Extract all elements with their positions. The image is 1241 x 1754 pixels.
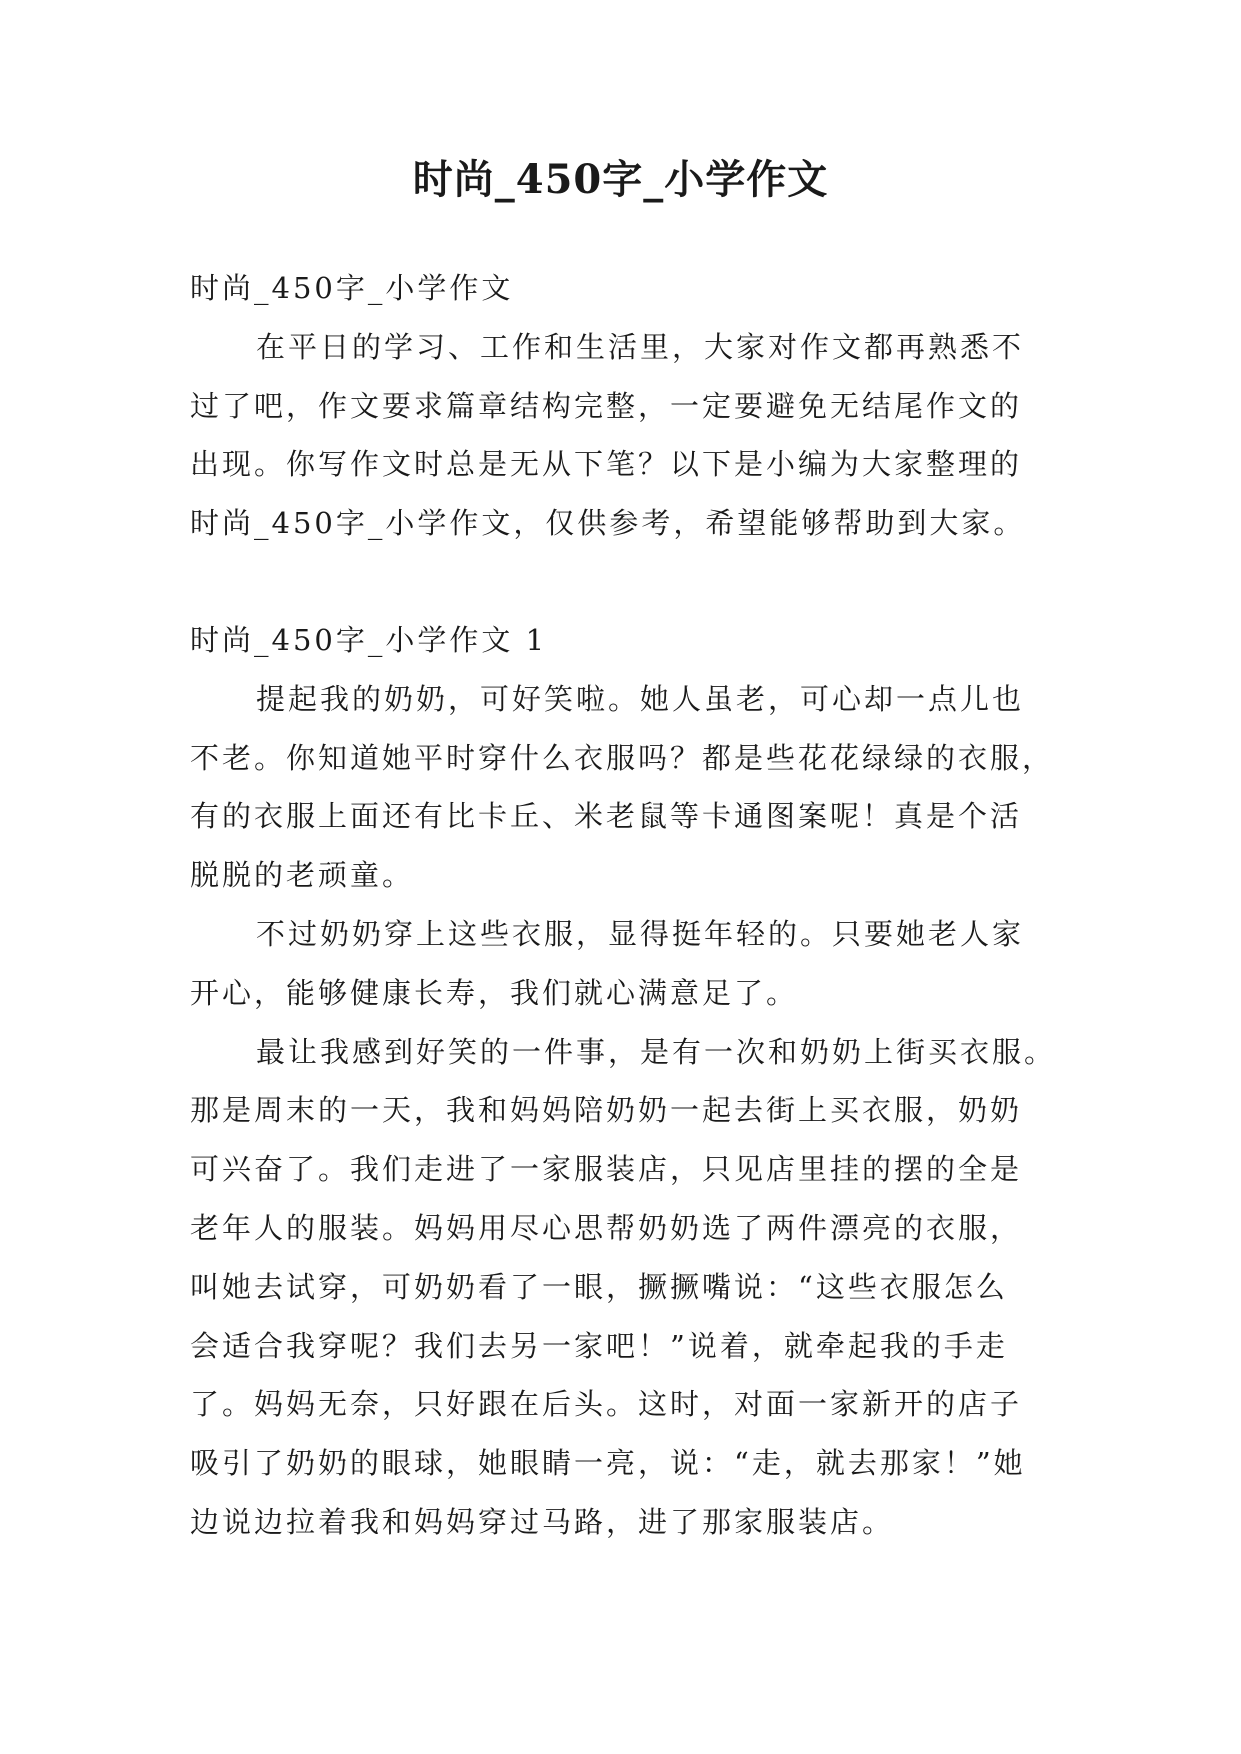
document-title: 时尚_450字_小学作文 <box>412 156 829 203</box>
paragraph-line: 有的衣服上面还有比卡丘、米老鼠等卡通图案呢！真是个活 <box>190 799 1023 834</box>
paragraph-line: 了。妈妈无奈，只好跟在后头。这时，对面一家新开的店子 <box>190 1387 1023 1422</box>
paragraph-1 <box>190 670 1055 905</box>
paragraph-line: 叫她去试穿，可奶奶看了一眼，撅撅嘴说：“这些衣服怎么 <box>190 1269 1008 1304</box>
paragraph-2 <box>190 905 1050 1023</box>
intro-paragraph <box>190 318 1050 553</box>
spacer <box>190 553 1050 611</box>
paragraph-line: 老年人的服装。妈妈用尽心思帮奶奶选了两件漂亮的衣服， <box>190 1210 1023 1245</box>
document-body <box>190 259 1057 1552</box>
paragraph-line: 可兴奋了。我们走进了一家服装店，只见店里挂的摆的全是 <box>190 1152 1023 1187</box>
paragraph-line: 开心，能够健康长寿，我们就心满意足了。 <box>190 975 799 1010</box>
paragraph-line: 会适合我穿呢？我们去另一家吧！”说着，就牵起我的手走 <box>190 1328 1008 1363</box>
paragraph-line: 最让我感到好笑的一件事，是有一次和奶奶上街买衣服。 <box>256 1034 1057 1069</box>
section-heading: 时尚_450字_小学作文 1 <box>190 622 548 657</box>
paragraph-line: 边说边拉着我和妈妈穿过马路，进了那家服装店。 <box>190 1504 895 1539</box>
intro-line: 过了吧，作文要求篇章结构完整，一定要避免无结尾作文的 <box>190 388 1023 423</box>
intro-line: 在平日的学习、工作和生活里，大家对作文都再熟悉不 <box>256 329 1025 364</box>
intro-line: 出现。你写作文时总是无从下笔？以下是小编为大家整理的 <box>190 447 1023 482</box>
paragraph-3 <box>190 1023 1057 1552</box>
paragraph-line: 吸引了奶奶的眼球，她眼睛一亮，说：“走，就去那家！”她 <box>190 1446 1026 1481</box>
paragraph-line: 不老。你知道她平时穿什么衣服吗？都是些花花绿绿的衣服， <box>190 740 1055 775</box>
paragraph-line: 提起我的奶奶，可好笑啦。她人虽老，可心却一点儿也 <box>256 681 1025 716</box>
paragraph-line: 脱脱的老顽童。 <box>190 858 415 893</box>
paragraph-line: 不过奶奶穿上这些衣服，显得挺年轻的。只要她老人家 <box>256 916 1025 951</box>
intro-heading: 时尚_450字_小学作文 <box>190 271 514 305</box>
intro-line: 时尚_450字_小学作文，仅供参考，希望能够帮助到大家。 <box>190 506 1026 541</box>
paragraph-line: 那是周末的一天，我和妈妈陪奶奶一起去街上买衣服，奶奶 <box>190 1093 1023 1128</box>
